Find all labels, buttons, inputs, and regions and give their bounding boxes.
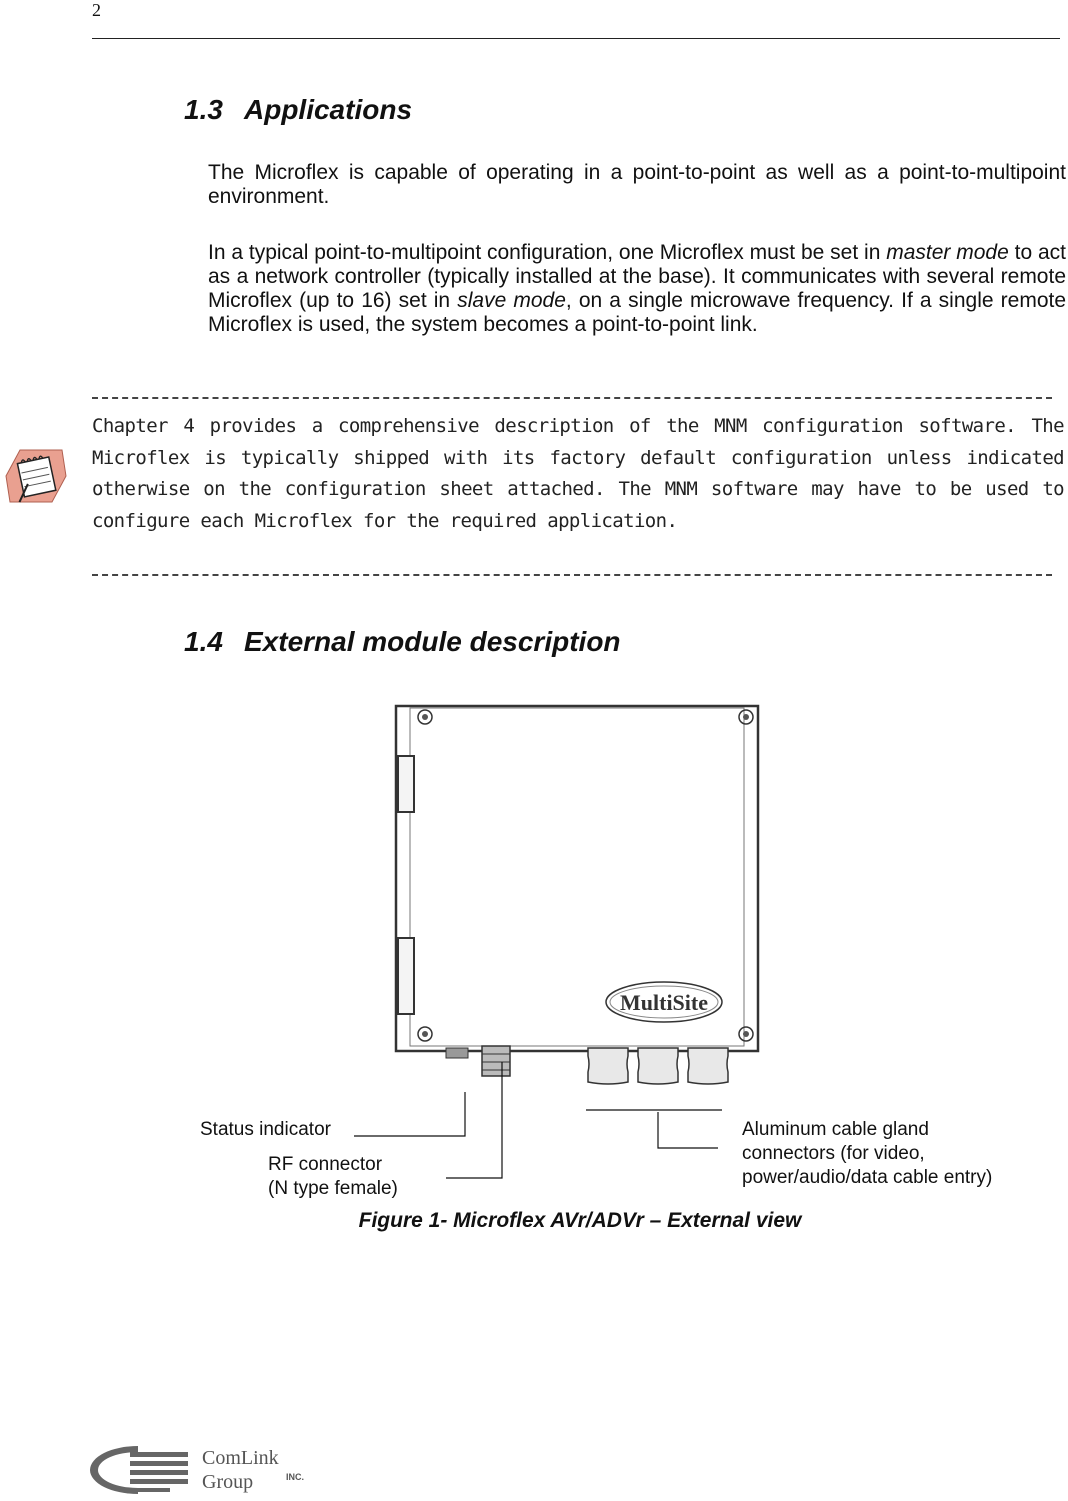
section-title: External module description [244,626,621,657]
header-rule [92,38,1060,39]
section-number: 1.3 [184,94,223,125]
footer-logo [90,1442,320,1501]
label-line: RF connector [268,1154,383,1175]
label-cable-gland [742,1118,1042,1190]
emphasis-master-mode: master mode [886,241,1009,264]
footer-logo-suffix: INC. [286,1472,304,1482]
comlink-globe-icon [90,1446,188,1494]
page-number: 2 [92,0,101,20]
paragraph-text: to act as a network controller (typically installed at the base). It communicates with several remote Microflex (up to 16) set in [208,241,1067,312]
section-heading-external-module [184,626,621,658]
note-text: Chapter 4 provides a comprehensive description of the MNM configuration software. The Microflex is typically shipped with its factory default configuration unless indicated otherwise on the configuration sheet attached. The MNM software may have to be used to configure each Microflex for the required application. [92,415,1064,532]
section-title: Applications [244,94,413,125]
section-number: 1.4 [184,626,223,657]
label-rf-connector [268,1153,468,1201]
label-status-indicator: Status indicator [200,1119,331,1140]
note-divider-bottom [92,574,1052,576]
label-line: Aluminum cable gland [742,1119,929,1140]
note-divider-top [92,397,1052,399]
paragraph-applications-1: The Microflex is capable of operating in a point-to-point as well as a point-to-multipoint environment. [208,161,1066,208]
emphasis-slave-mode: slave mode [457,289,566,312]
label-line: power/audio/data cable entry) [742,1167,993,1188]
paragraph-applications-2 [208,241,1066,337]
paragraph-text: , on a single microwave frequency. If a single remote Microflex is used, the system becomes a point-to-point link. [208,289,1067,336]
footer-logo-line1: ComLink [202,1447,279,1469]
notepad-icon [2,446,68,509]
label-line: (N type female) [268,1178,398,1199]
footer-logo-line2: Group [202,1471,254,1493]
paragraph-text: In a typical point-to-multipoint configuration, one Microflex must be set in [208,241,887,264]
section-heading-applications [184,94,412,126]
brand-logo-text: MultiSite [620,990,708,1015]
enclosure-drawing [396,706,758,1084]
figure-caption: Figure 1- Microflex AVr/ADVr – External view [358,1209,802,1232]
label-line: connectors (for video, [742,1143,925,1164]
